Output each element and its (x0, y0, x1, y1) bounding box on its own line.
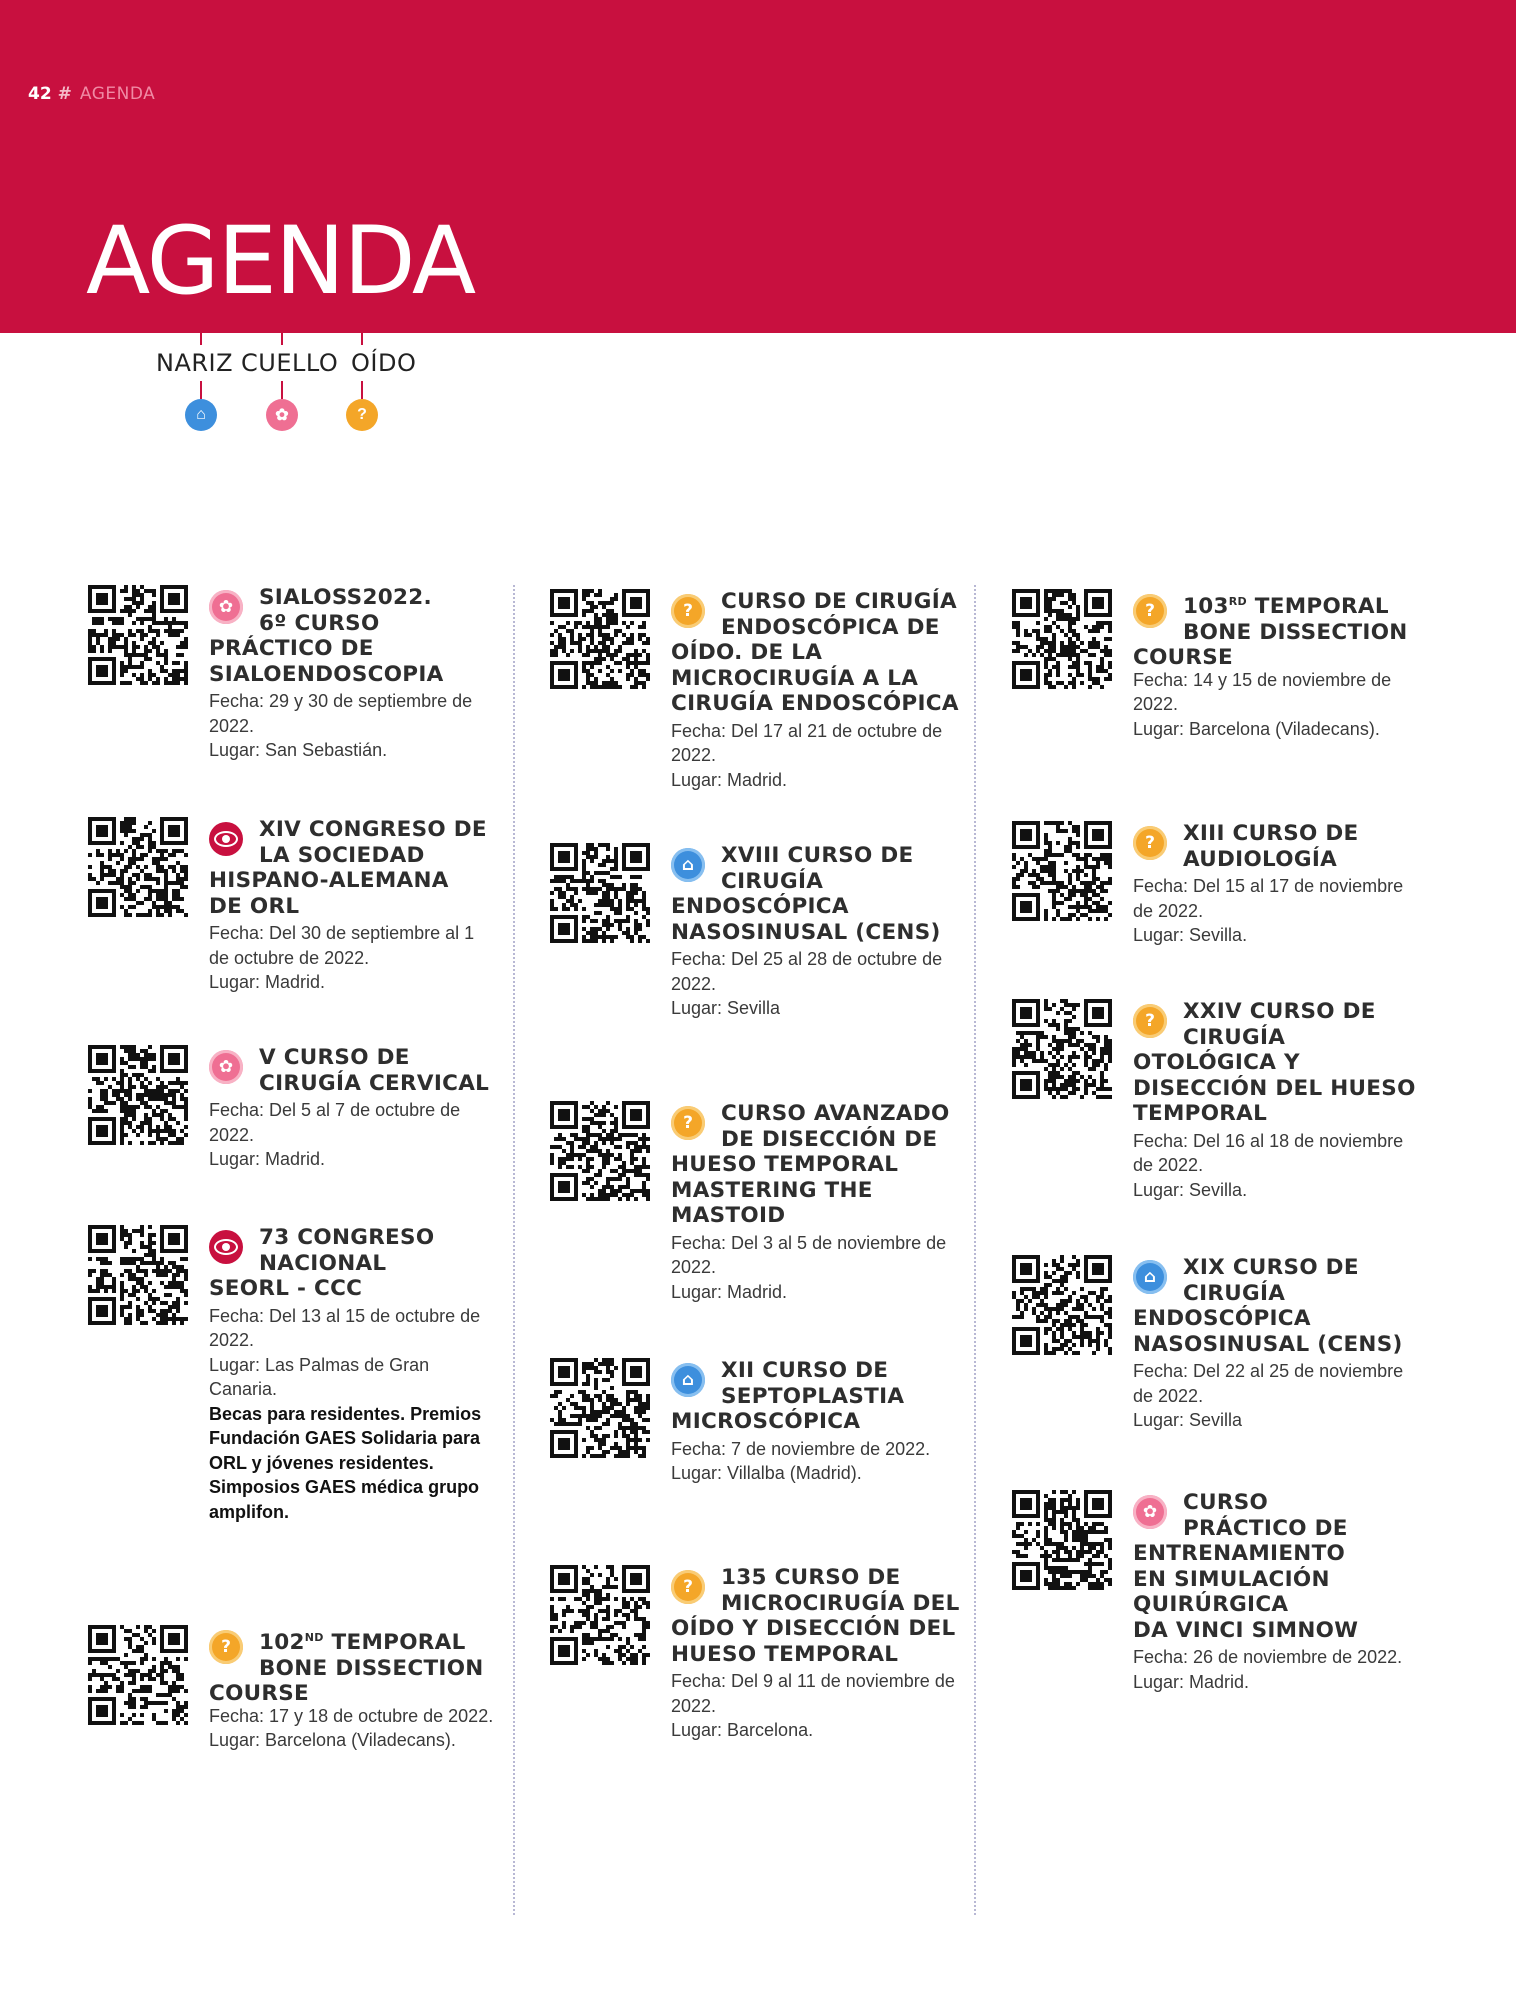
legend-connector (361, 333, 363, 345)
event-title-line-1: CURSO AVANZADO (721, 1101, 950, 1126)
event-title (671, 843, 971, 945)
event-date: Fecha: 29 y 30 de septiembre de 2022. (209, 691, 473, 736)
legend-connector (361, 381, 363, 399)
legend-connector (281, 381, 283, 399)
event-title-rest: COURSE (209, 1681, 310, 1707)
event-location: Lugar: Barcelona. (671, 1720, 814, 1740)
event-title-line-1: XII CURSO DE (721, 1358, 889, 1383)
event-title-rest: OÍDO Y DISECCIÓN DEL HUESO TEMPORAL (671, 1616, 956, 1667)
event-title-line-2: CIRUGÍA CERVICAL (259, 1070, 490, 1096)
event-title-line-1: 73 CONGRESO (259, 1225, 435, 1250)
event-title (671, 1565, 971, 1667)
event-location: Lugar: Madrid. (671, 1281, 788, 1302)
neck-icon: ✿ (209, 1050, 243, 1084)
qr-code[interactable] (1012, 589, 1112, 689)
event-title (1133, 589, 1433, 671)
event-details (671, 1669, 961, 1743)
event-date: Fecha: 14 y 15 de noviembre de 2022. (1133, 669, 1392, 714)
event-title-line-1: V CURSO DE (259, 1045, 410, 1070)
nose-icon: ⌂ (671, 1363, 705, 1397)
ear-icon: ? (1133, 826, 1167, 860)
event-details (671, 1231, 961, 1305)
qr-code[interactable] (1012, 999, 1112, 1099)
event-date: Fecha: Del 5 al 7 de octubre de 2022. (209, 1100, 461, 1145)
qr-code[interactable] (550, 843, 650, 943)
event-title-line-2: MICROCIRUGÍA DEL (721, 1590, 960, 1616)
event-title (209, 817, 509, 919)
event-title-line-2: BONE DISSECTION (259, 1655, 484, 1681)
page-header (28, 84, 155, 104)
event-details (1133, 1645, 1423, 1694)
event-date: Fecha: Del 15 al 17 de noviembre de 2022. (1133, 876, 1404, 921)
event-details (209, 1704, 499, 1753)
event-details (209, 921, 499, 995)
event-title-line-2: DE DISECCIÓN DE (721, 1126, 938, 1152)
event-title-line-1: 103RD TEMPORAL (1183, 594, 1389, 620)
event-title (671, 1358, 971, 1435)
event-location: Lugar: Madrid. (209, 972, 326, 992)
event-title (671, 1101, 971, 1229)
event-title-line-1: 135 CURSO DE (721, 1565, 901, 1590)
event-location: Lugar: San Sebastián. (209, 740, 388, 760)
event-title-line-1: XXIV CURSO DE (1183, 999, 1376, 1024)
ear-icon: ? (346, 399, 378, 431)
event-title-rest: OTOLÓGICA Y DISECCIÓN DEL HUESO TEMPORAL (1133, 1050, 1416, 1126)
event-title-line-1: XVIII CURSO DE (721, 843, 914, 868)
page-title: AGENDA (86, 207, 475, 316)
ear-icon: ? (671, 1570, 705, 1604)
event-title-rest: ENDOSCÓPICA NASOSINUSAL (CENS) (1133, 1306, 1403, 1357)
event-date: Fecha: 7 de noviembre de 2022. (671, 1438, 931, 1459)
event-location: Lugar: Barcelona (Viladecans). (209, 1730, 456, 1750)
event-title-line-1: XIX CURSO DE (1183, 1255, 1359, 1280)
qr-code[interactable] (550, 1565, 650, 1665)
event-location: Lugar: Villalba (Madrid). (671, 1463, 862, 1483)
event-title-rest: ENDOSCÓPICA NASOSINUSAL (CENS) (671, 894, 941, 945)
event-date: Fecha: Del 9 al 11 de noviembre de 2022. (671, 1671, 955, 1716)
ear-icon: ? (1133, 1004, 1167, 1038)
nose-icon: ⌂ (185, 399, 217, 431)
event-title-rest: OÍDO. DE LA MICROCIRUGÍA A LA CIRUGÍA ENDOSCÓPICA (671, 640, 959, 716)
legend-label: NARIZ (156, 349, 234, 377)
event-details (1133, 668, 1423, 742)
event-title-rest: ENTRENAMIENTO EN SIMULACIÓN QUIRÚRGICA DA VINCI SIMNOW (1133, 1541, 1359, 1643)
legend-connector (281, 333, 283, 345)
event-date: Fecha: Del 16 al 18 de noviembre de 2022. (1133, 1130, 1404, 1175)
event-title-line-2: CIRUGÍA (1183, 1024, 1286, 1050)
neck-icon: ✿ (266, 399, 298, 431)
event-title-rest: SEORL - CCC (209, 1276, 363, 1301)
event-title (1133, 1490, 1433, 1643)
event-date: Fecha: Del 3 al 5 de noviembre de 2022. (671, 1232, 947, 1277)
neck-icon: ✿ (1133, 1495, 1167, 1529)
event-title-line-2: CIRUGÍA (1183, 1280, 1286, 1306)
event-title-line-2: AUDIOLOGÍA (1183, 846, 1338, 872)
event-date: Fecha: Del 13 al 15 de octubre de 2022. (209, 1305, 481, 1350)
event-details (671, 719, 961, 793)
qr-code[interactable] (1012, 821, 1112, 921)
header-banner (0, 0, 1516, 333)
neck-icon: ✿ (209, 590, 243, 624)
event-title-line-1: XIV CONGRESO DE (259, 817, 487, 842)
legend-label: CUELLO (241, 349, 339, 377)
event-location: Lugar: Sevilla. (1133, 1179, 1248, 1200)
event-title (671, 589, 971, 717)
event-location: Lugar: Sevilla. (1133, 925, 1248, 945)
ear-icon: ? (209, 1630, 243, 1664)
event-title-line-2: PRÁCTICO DE (1183, 1515, 1348, 1541)
legend-label: OÍDO (351, 349, 417, 377)
section-label: AGENDA (79, 84, 156, 104)
qr-code[interactable] (1012, 1490, 1112, 1590)
column-divider (974, 585, 976, 1915)
event-title-line-1: SIALOSS2022. (259, 585, 432, 610)
event-title (209, 1045, 509, 1096)
column-divider (513, 585, 515, 1915)
qr-code[interactable] (550, 1358, 650, 1458)
event-title-rest: HUESO TEMPORAL MASTERING THE MASTOID (671, 1152, 899, 1228)
event-title (209, 585, 509, 687)
event-details (209, 689, 499, 763)
event-title-line-2: 6º CURSO (259, 610, 380, 636)
event-title-rest: COURSE (1133, 645, 1234, 671)
event-date: Fecha: 26 de noviembre de 2022. (1133, 1647, 1403, 1667)
event-title-line-2: NACIONAL (259, 1250, 387, 1276)
event-details (671, 1437, 961, 1486)
page-number: 42 (28, 84, 52, 104)
qr-code[interactable] (88, 585, 188, 685)
event-location: Lugar: Sevilla (1133, 1410, 1243, 1430)
qr-code[interactable] (550, 1101, 650, 1201)
event-notes: Becas para residentes. Premios Fundación GAES Solidaria para ORL y jóvenes residentes. Simposios GAES médica grupo amplifon. (209, 1403, 482, 1522)
qr-code[interactable] (550, 589, 650, 689)
event-details (671, 947, 961, 1021)
event-location: Lugar: Barcelona (Viladecans). (1133, 718, 1380, 739)
legend-connector (200, 333, 202, 345)
event-details (209, 1304, 499, 1525)
event-title (1133, 1255, 1433, 1357)
event-title-line-2: LA SOCIEDAD (259, 842, 425, 868)
event-location: Lugar: Madrid. (209, 1149, 326, 1169)
event-title-line-1: CURSO DE CIRUGÍA (721, 589, 957, 614)
qr-code[interactable] (88, 1045, 188, 1145)
event-date: Fecha: Del 17 al 21 de octubre de 2022. (671, 720, 943, 765)
event-title-line-1: 102ND TEMPORAL (259, 1630, 466, 1656)
qr-code[interactable] (88, 1625, 188, 1725)
event-title-rest: PRÁCTICO DE SIALOENDOSCOPIA (209, 636, 444, 687)
ear-icon: ? (671, 1106, 705, 1140)
legend-connector (200, 381, 202, 399)
qr-code[interactable] (1012, 1255, 1112, 1355)
ear-icon: ? (1133, 594, 1167, 628)
event-details (1133, 1359, 1423, 1433)
event-date: Fecha: Del 22 al 25 de noviembre de 2022. (1133, 1361, 1404, 1406)
nose-icon: ⌂ (1133, 1260, 1167, 1294)
nose-icon: ⌂ (671, 848, 705, 882)
ear-icon: ? (671, 594, 705, 628)
event-details (1133, 1129, 1423, 1203)
hash-mark: # (57, 84, 72, 104)
event-location: Lugar: Madrid. (1133, 1671, 1250, 1692)
event-date: Fecha: 17 y 18 de octubre de 2022. (209, 1705, 494, 1726)
event-title (209, 1625, 509, 1707)
event-title-rest: MICROSCÓPICA (671, 1409, 861, 1434)
event-title-line-2: CIRUGÍA (721, 868, 824, 894)
event-title-line-1: XIII CURSO DE (1183, 821, 1359, 846)
event-title-line-2: SEPTOPLASTIA (721, 1383, 905, 1409)
event-date: Fecha: Del 30 de septiembre al 1 de octubre de 2022. (209, 923, 475, 968)
event-title-line-2: ENDOSCÓPICA DE (721, 614, 940, 640)
event-title (1133, 821, 1433, 872)
event-title-line-1: CURSO (1183, 1490, 1269, 1515)
event-title-rest: HISPANO-ALEMANA DE ORL (209, 868, 449, 919)
event-date: Fecha: Del 25 al 28 de octubre de 2022. (671, 949, 943, 994)
event-title (209, 1225, 509, 1302)
qr-code[interactable] (88, 1225, 188, 1325)
event-details (1133, 874, 1423, 948)
event-title-line-2: BONE DISSECTION (1183, 619, 1408, 645)
qr-code[interactable] (88, 817, 188, 917)
event-location: Lugar: Madrid. (671, 769, 788, 790)
event-location: Lugar: Las Palmas de Gran Canaria. (209, 1354, 430, 1399)
event-details (209, 1098, 499, 1172)
event-title (1133, 999, 1433, 1127)
event-location: Lugar: Sevilla (671, 998, 781, 1018)
